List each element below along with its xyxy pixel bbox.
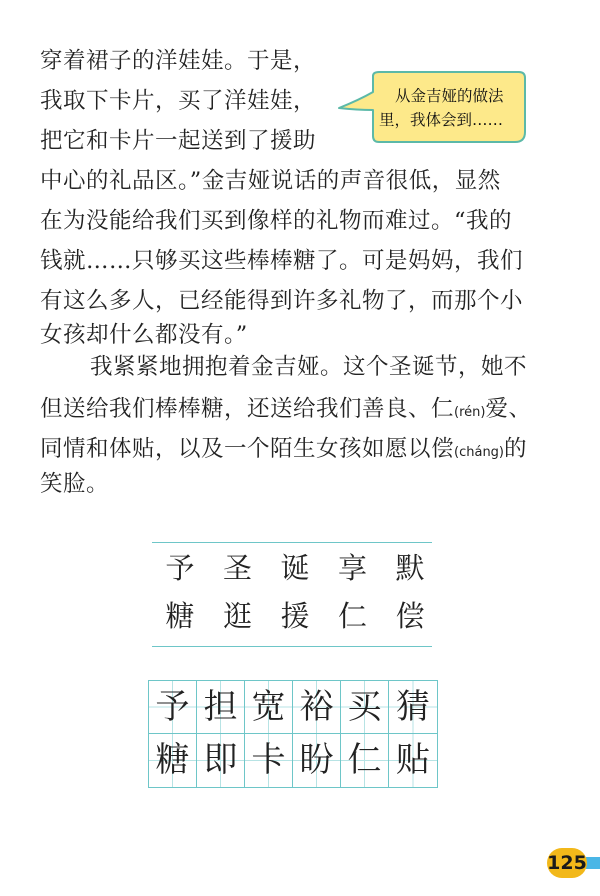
text-line-3: 把它和卡片一起送到了援助 [40,128,317,154]
para2-line-3-text-a: 同情和体贴，以及一个陌生女孩如愿以偿 [40,436,455,462]
para2-line-2 [40,392,531,430]
recognize-char: 逛 [222,599,252,633]
para2-line-3-text-b: 的 [504,436,528,462]
text-line-4: 中心的礼品区。”金吉娅说话的声音很低，显然 [40,168,501,194]
page-number-tab [586,857,600,869]
recognize-char: 享 [337,551,367,585]
pinyin-ren: (rén) [454,405,486,420]
grid-cell: 裕 [293,681,341,734]
pinyin-chang: (cháng) [454,445,505,460]
writing-grid [148,680,438,788]
recognize-char: 仁 [337,599,367,633]
grid-cell: 猜 [389,681,437,734]
recognize-bottom-rule [152,646,432,647]
recognize-char: 圣 [222,551,252,585]
grid-cell: 即 [197,734,245,787]
page-number: 125 [547,848,587,878]
grid-cell: 宽 [245,681,293,734]
grid-cell: 担 [197,681,245,734]
recognize-char: 偿 [395,599,425,633]
recognize-row-1 [160,550,430,586]
text-line-1: 穿着裙子的洋娃娃。于是， [40,48,317,74]
text-line-8: 女孩却什么都没有。” [40,322,248,348]
grid-cell: 卡 [245,734,293,787]
para2-line-2-text-b: 爱、 [485,396,532,422]
speech-bubble [333,70,528,146]
text-line-2: 我取下卡片，买了洋娃娃， [40,88,317,114]
para2-line-2-text-a: 但送给我们棒棒糖，还送给我们善良、仁 [40,396,455,422]
para2-line-1: 我紧紧地拥抱着金吉娅。这个圣诞节，她不 [90,354,528,380]
bubble-line-1: 从金吉娅的做法 [395,87,504,105]
bubble-line-2: 里，我体会到…… [379,111,504,129]
grid-cell: 予 [149,681,197,734]
recognize-char: 默 [395,551,425,585]
grid-cell: 买 [341,681,389,734]
recognize-top-rule [152,542,432,543]
grid-cell: 糖 [149,734,197,787]
para2-line-4: 笑脸。 [40,471,110,497]
recognize-char: 糖 [165,599,195,633]
text-line-5: 在为没能给我们买到像样的礼物而难过。“我的 [40,208,513,234]
speech-bubble-shape [333,70,528,146]
grid-cell: 仁 [341,734,389,787]
grid-cell: 贴 [389,734,437,787]
grid-cell: 盼 [293,734,341,787]
para2-line-3 [40,432,527,470]
text-line-6: 钱就……只够买这些棒棒糖了。可是妈妈，我们 [40,248,524,274]
text-line-7: 有这么多人，已经能得到许多礼物了，而那个小 [40,288,524,314]
recognize-char: 援 [280,599,310,633]
recognize-char: 予 [165,551,195,585]
recognize-row-2 [160,598,430,634]
recognize-char: 诞 [280,551,310,585]
